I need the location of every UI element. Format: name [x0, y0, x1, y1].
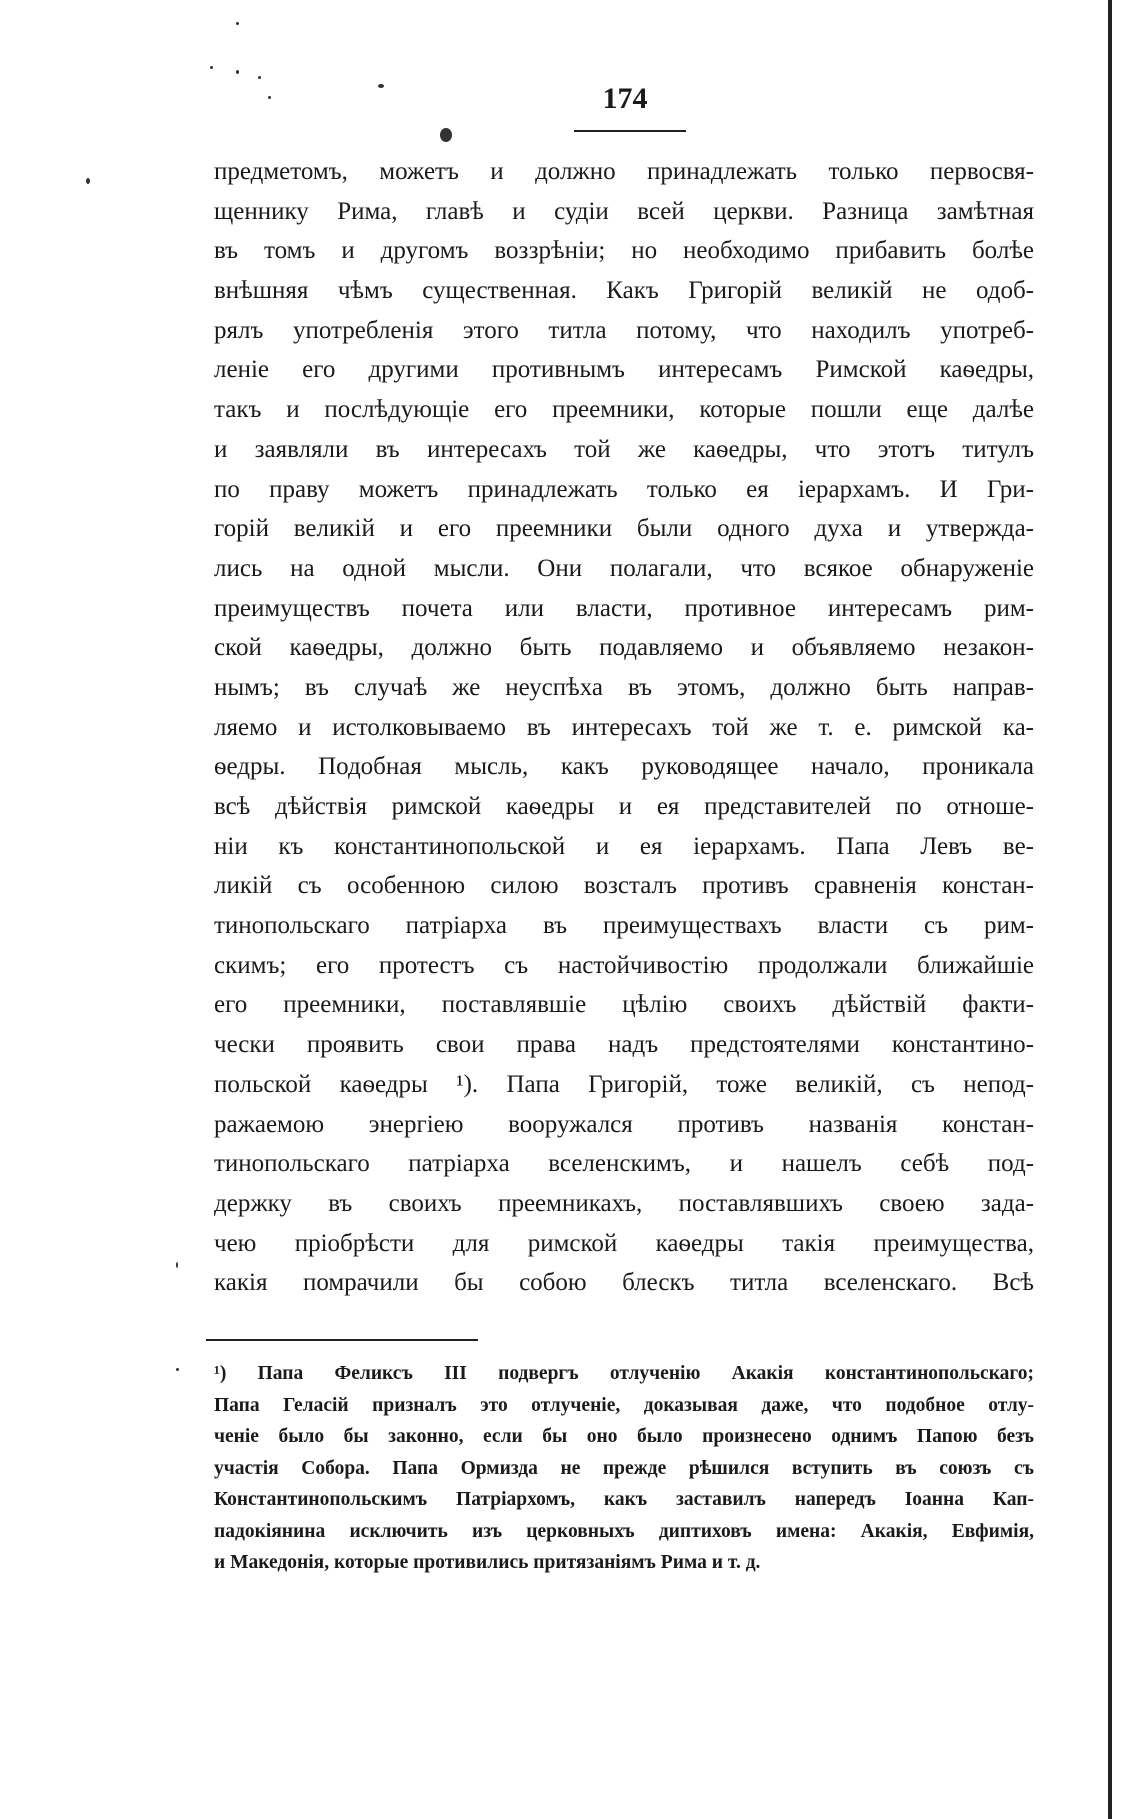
text-line: преимуществъ почета или власти, противное интересамъ рим-	[214, 594, 1034, 622]
text-line: чески проявить свои права надъ предстоятелями константино-	[214, 1031, 1034, 1059]
footnotes	[214, 1358, 1034, 1579]
footnote-line: Константинопольскимъ Патріархомъ, какъ заставилъ напередъ Іоанна Кап-	[214, 1489, 1034, 1510]
body-text	[214, 152, 1034, 1303]
text-line: ѳедры. Подобная мысль, какъ руководящее начало, проникала	[214, 753, 1034, 781]
scan-speck	[176, 1368, 179, 1371]
text-line: предметомъ, можетъ и должно принадлежать только первосвя-	[214, 158, 1034, 185]
text-line: внѣшняя чѣмъ существенная. Какъ Григорій великій не одоб-	[214, 277, 1034, 305]
scan-speck	[440, 128, 452, 142]
text-line: такъ и послѣдующіе его преемники, которые пошли еще далѣе	[214, 396, 1034, 424]
text-line: и заявляли въ интересахъ той же каѳедры, что этотъ титулъ	[214, 435, 1034, 463]
footnote-line: ченіе было бы законно, если бы оно было произнесено однимъ Папою безъ	[214, 1426, 1034, 1447]
scan-speck	[210, 66, 213, 69]
text-line: щеннику Рима, главѣ и судіи всей церкви. Разница замѣтная	[214, 197, 1034, 225]
scan-speck	[86, 178, 90, 184]
text-line: леніе его другими противнымъ интересамъ Римской каѳедры,	[214, 356, 1034, 384]
scan-speck	[236, 70, 239, 74]
scan-speck	[378, 84, 384, 88]
footnote-line: и Македонія, которые противились притязаніямъ Рима и т. д.	[214, 1552, 761, 1573]
text-line: тинопольскаго патріарха вселенскимъ, и нашелъ себѣ под-	[214, 1150, 1034, 1178]
footnote-line: Папа Геласій призналъ это отлученіе, доказывая даже, что подобное отлу-	[214, 1394, 1034, 1416]
text-line: чею пріобрѣсти для римской каѳедры такія преимущества,	[214, 1229, 1034, 1257]
scan-speck	[268, 96, 271, 99]
text-line: горій великій и его преемники были одного духа и утвержда-	[214, 515, 1034, 543]
text-line: тинопольскаго патріарха въ преимуществахъ власти съ рим-	[214, 912, 1034, 940]
text-line: какія помрачили бы собою блескъ титла вселенскаго. Всѣ	[214, 1269, 1034, 1297]
text-line: по праву можетъ принадлежать только ея іерархамъ. И Гри-	[214, 475, 1034, 503]
page-number-rule	[574, 130, 686, 132]
footnote-line: падокіянина исключить изъ церковныхъ диптиховъ имена: Акакія, Евфимія,	[214, 1520, 1034, 1542]
text-line: ской каѳедры, должно быть подавляемо и объявляемо незакон-	[214, 634, 1034, 662]
footnote-separator	[206, 1339, 478, 1341]
text-line: ляемо и истолковываемо въ интересахъ той же т. е. римской ка-	[214, 713, 1034, 741]
scan-speck	[258, 76, 261, 79]
text-line: ликій съ особенною силою возсталъ противъ сравненія констан-	[214, 872, 1034, 900]
page-number: 174	[602, 82, 648, 115]
text-line: всѣ дѣйствія римской каѳедры и ея представителей по отноше-	[214, 793, 1034, 820]
text-line: его преемники, поставлявшіе цѣлію своихъ дѣйствій факти-	[214, 991, 1034, 1019]
scan-speck	[176, 1262, 178, 1268]
text-line: рялъ употребленія этого титла потому, что находилъ употреб-	[214, 316, 1034, 344]
text-line: нымъ; въ случаѣ же неуспѣха въ этомъ, должно быть направ-	[214, 673, 1034, 701]
scan-speck	[236, 22, 239, 25]
text-line: скимъ; его протестъ съ настойчивостію продолжали ближайшіе	[214, 951, 1034, 979]
text-line: ражаемою энергіею вооружался противъ названія констан-	[214, 1110, 1034, 1138]
text-line: польской каѳедры ¹). Папа Григорій, тоже великій, съ непод-	[214, 1070, 1034, 1098]
page-edge-rule	[1108, 0, 1112, 1819]
footnote-line: участія Собора. Папа Ормизда не прежде рѣшился вступить въ союзъ съ	[214, 1457, 1034, 1479]
text-line: лись на одной мысли. Они полагали, что всякое обнаруженіе	[214, 554, 1034, 582]
text-line: держку въ своихъ преемникахъ, поставлявшихъ своею зада-	[214, 1189, 1034, 1217]
text-line: въ томъ и другомъ воззрѣніи; но необходимо прибавить болѣе	[214, 237, 1034, 265]
footnote-line: ¹) Папа Феликсъ III подвергъ отлученію Акакія константинопольскаго;	[214, 1363, 1034, 1384]
text-line: ніи къ константинопольской и ея іерархамъ. Папа Левъ ве-	[214, 832, 1034, 860]
